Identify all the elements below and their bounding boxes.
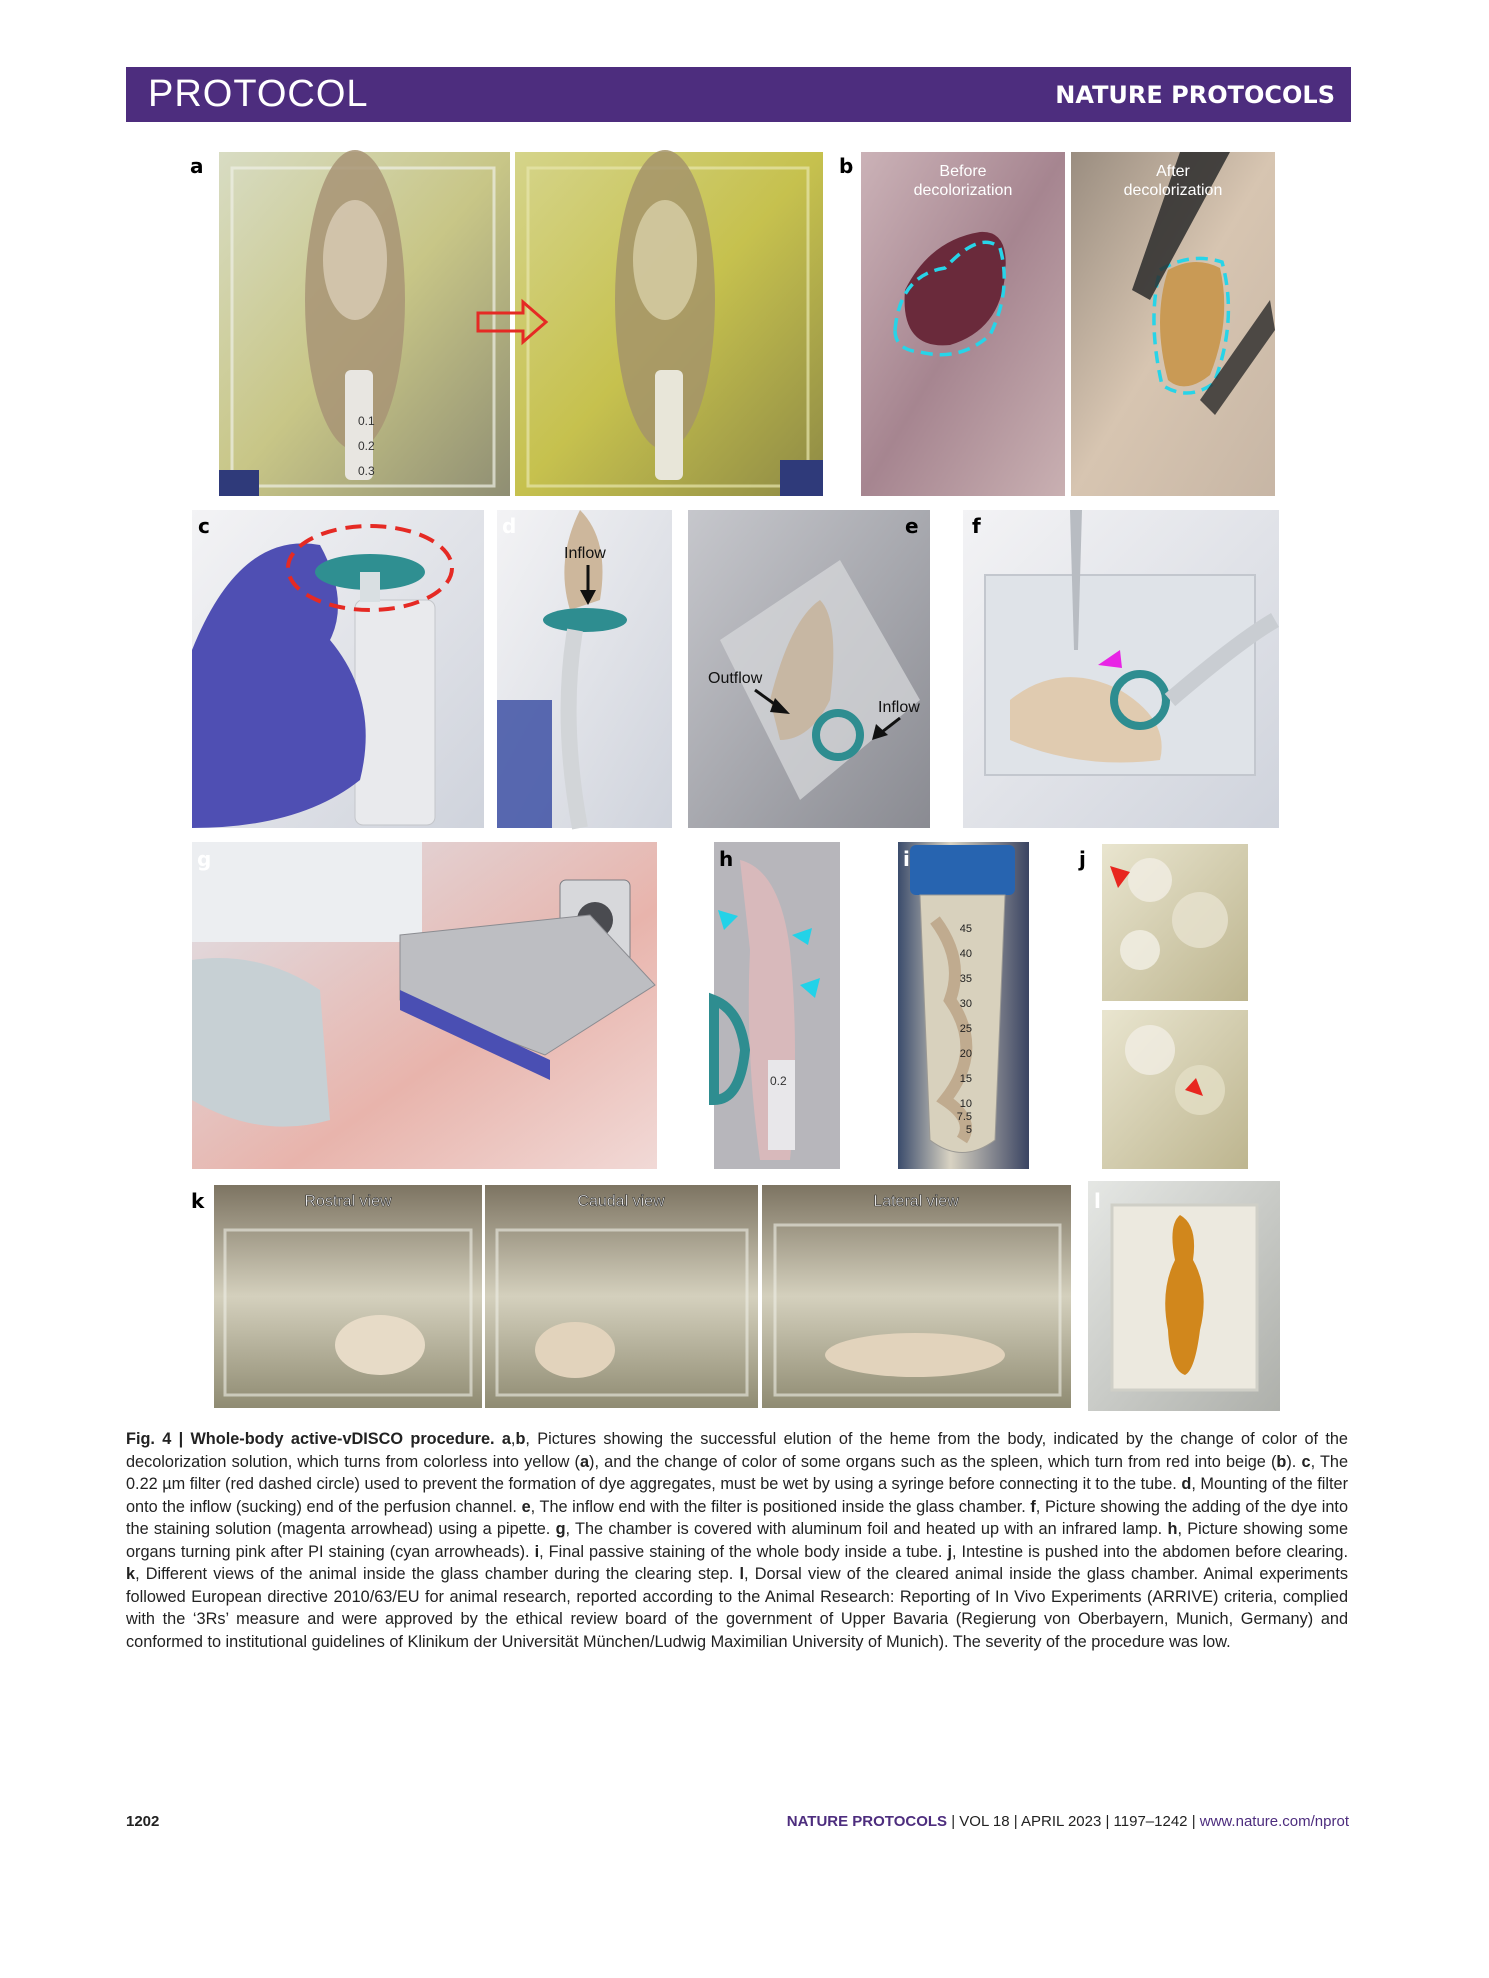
panel-label-i: i xyxy=(903,847,910,871)
footer-journal: NATURE PROTOCOLS xyxy=(786,1813,948,1830)
before-label-line2: decolorization xyxy=(913,182,1013,199)
after-label-line2: decolorization xyxy=(1123,182,1223,199)
panel-label-e: e xyxy=(905,514,919,538)
figure-caption xyxy=(126,1428,1348,1653)
caption-panel-ref: a xyxy=(579,1452,590,1471)
journal-footer xyxy=(787,1813,1349,1830)
caption-panel-ref: i xyxy=(534,1542,540,1561)
journal-name: NATURE PROTOCOLS xyxy=(1055,81,1335,109)
caption-panel-ref: a xyxy=(501,1430,511,1448)
syringe-mark: 0.2 xyxy=(358,439,375,453)
caption-panel-ref: k xyxy=(126,1565,136,1583)
panel-i xyxy=(898,842,1029,1169)
panel-label-a: a xyxy=(190,154,204,178)
tube-tick: 20 xyxy=(959,1048,972,1060)
caption-title: Fig. 4 | Whole-body active-vDISCO procedure. xyxy=(126,1430,495,1448)
inflow-label: Inflow xyxy=(878,699,920,716)
panel-label-l: l xyxy=(1094,1189,1101,1213)
tube-tick: 7.5 xyxy=(956,1111,972,1123)
caption-panel-ref: h xyxy=(1167,1520,1178,1538)
view-label-lateral: Lateral view xyxy=(873,1193,959,1210)
footer-url[interactable]: www.nature.com/nprot xyxy=(1199,1813,1349,1830)
panel-k xyxy=(191,1185,1071,1408)
tube-tick: 10 xyxy=(959,1098,972,1110)
view-label-caudal: Caudal view xyxy=(577,1193,665,1210)
syringe-mark: 0.3 xyxy=(358,464,375,478)
footer-details: | VOL 18 | APRIL 2023 | 1197–1242 | xyxy=(947,1813,1200,1830)
panel-h xyxy=(714,842,840,1169)
panel-c xyxy=(192,510,484,828)
panel-label-c: c xyxy=(198,514,210,538)
panel-label-k: k xyxy=(191,1189,205,1213)
caption-panel-ref: j xyxy=(947,1542,952,1561)
tube-tick: 40 xyxy=(959,948,972,960)
caption-panel-ref: l xyxy=(739,1565,744,1583)
panel-a xyxy=(190,150,823,496)
caption-panel-ref: e xyxy=(521,1497,531,1516)
after-label-line1: After xyxy=(1156,163,1190,180)
caption-panel-ref: b xyxy=(515,1430,526,1448)
panel-d xyxy=(497,510,672,828)
panel-label-j: j xyxy=(1079,847,1086,871)
inflow-label: Inflow xyxy=(564,545,606,562)
panel-label-b: b xyxy=(839,154,854,178)
syringe-mark: 0.2 xyxy=(770,1074,787,1088)
panel-e xyxy=(688,510,930,828)
caption-panel-ref: d xyxy=(1181,1475,1192,1493)
tube-tick: 25 xyxy=(959,1023,972,1035)
tube-graduations xyxy=(957,923,972,1136)
panel-g xyxy=(192,842,657,1169)
caption-panel-ref: g xyxy=(555,1520,566,1538)
caption-body: a,b, Pictures showing the successful elution of the heme from the body, indicated by the change of color of the decolorization solution, which turns from colorless into yellow (a), and the change of color of some organs such as the spleen, which turn from red into beige (b). c, The 0.22 µm filter (red dashed circle) used to prevent the formation of dye aggregates, must be wet by using a syringe before connecting it to the tube. d, Mounting of the filter onto the inflow (sucking) end of the perfusion channel. e, The inflow end with the filter is positioned inside the glass chamber. f, Picture showing the adding of the dye into the staining solution (magenta arrowhead) using a pipette. g, The chamber is covered with aluminum foil and heated up with an infrared lamp. h, Picture showing some organs turning pink after PI staining (cyan arrowheads). i, Final passive staining of the whole body inside a tube. j, Intestine is pushed into the abdomen before clearing. k, Different views of the animal inside the glass chamber during the clearing step. l, Dorsal view of the cleared animal inside the glass chamber. Animal experiments followed European directive 2010/63/EU for animal research, reported according to the Animal Research: Reporting of In Vivo Experiments (ARRIVE) criteria, complied with the ‘3Rs’ measure and were approved by the ethical review board of the government of Upper Bavaria (Regierung von Oberbayern, Munich, Germany) and conformed to institutional guidelines of Klinikum der Universität München/Ludwig Maximilian University of Munich). The severity of the procedure was low. xyxy=(126,1430,1349,1651)
panel-label-f: f xyxy=(972,514,981,538)
caption-panel-ref: f xyxy=(1030,1497,1036,1516)
panel-label-h: h xyxy=(719,847,734,871)
page-number: 1202 xyxy=(126,1813,160,1830)
photo-j-bottom xyxy=(1102,1010,1248,1169)
tube-tick: 30 xyxy=(959,998,972,1010)
tube-tick: 45 xyxy=(959,923,972,935)
section-label: PROTOCOL xyxy=(148,73,369,115)
view-label-rostral: Rostral view xyxy=(304,1193,392,1210)
photo-k-caudal xyxy=(485,1185,758,1408)
tube-tick: 5 xyxy=(965,1124,972,1136)
panel-label-d: d xyxy=(502,514,517,538)
photo-k-rostral xyxy=(214,1185,482,1408)
panel-label-g: g xyxy=(197,847,212,871)
panel-f xyxy=(963,510,1279,828)
caption-panel-ref: b xyxy=(1276,1452,1287,1471)
tube-tick: 35 xyxy=(959,973,972,985)
panel-l xyxy=(1088,1181,1280,1411)
panel-j xyxy=(1078,844,1248,1169)
tube-tick: 15 xyxy=(959,1073,972,1085)
before-label-line1: Before xyxy=(939,163,987,180)
caption-panel-ref: c xyxy=(1301,1452,1311,1471)
panel-b xyxy=(839,152,1275,496)
syringe-mark: 0.1 xyxy=(358,414,375,428)
outflow-label: Outflow xyxy=(708,670,763,687)
